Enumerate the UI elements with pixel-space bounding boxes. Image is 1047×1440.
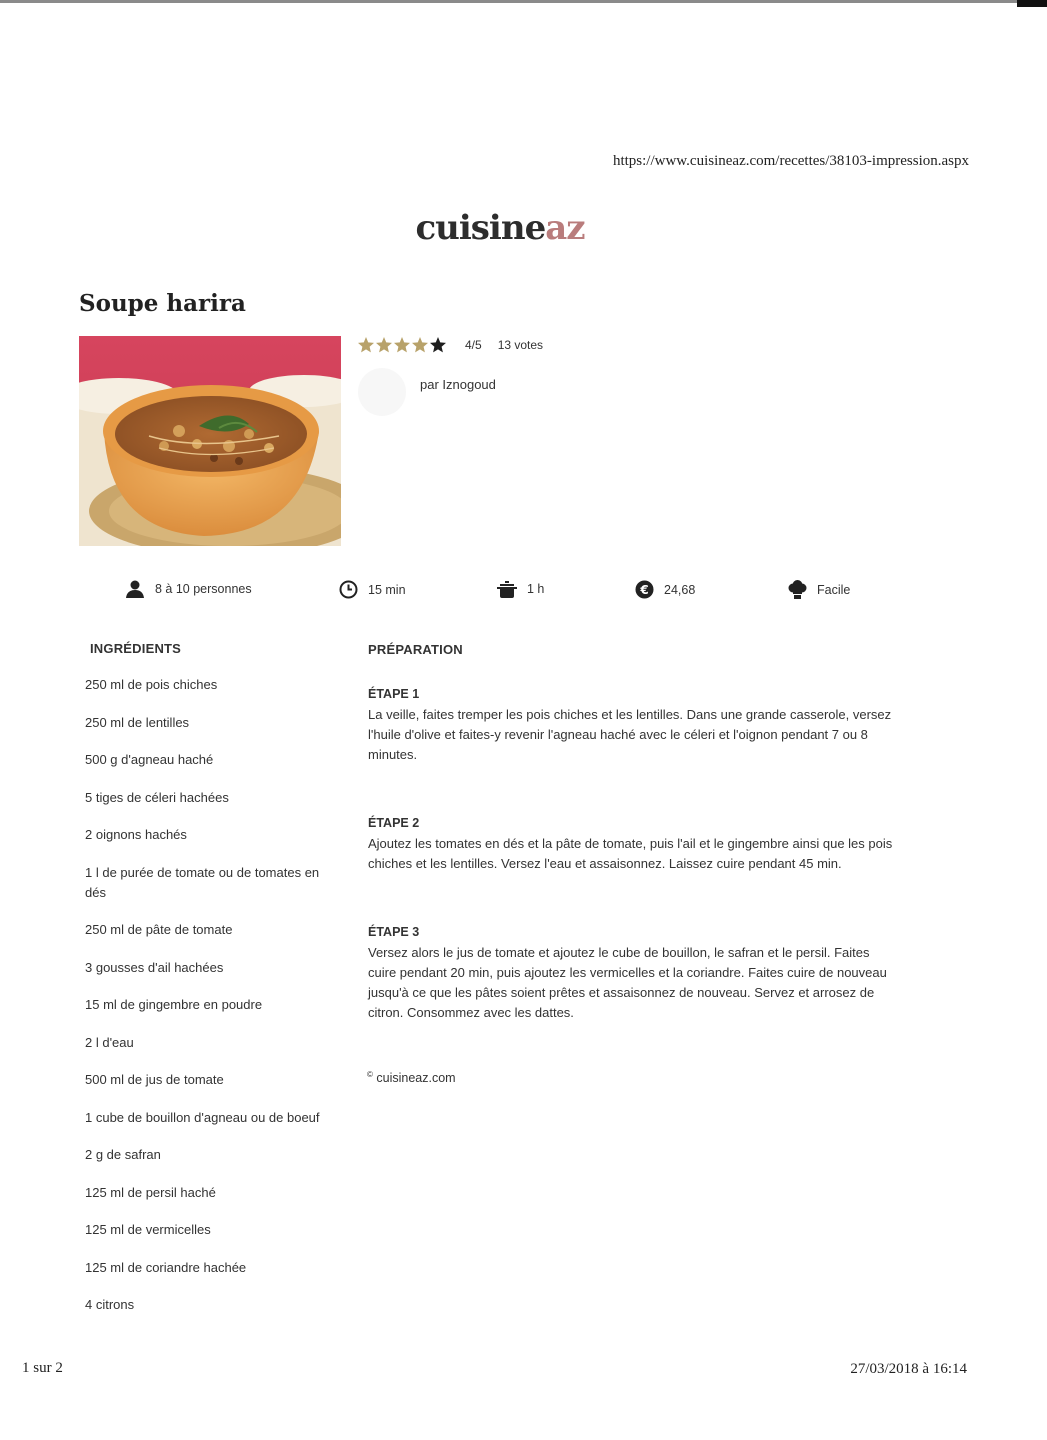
step-2-label: ÉTAPE 2 [368, 816, 420, 830]
ingredient-item: 15 ml de gingembre en poudre [85, 997, 263, 1012]
ingredient-item: 2 l d'eau [85, 1034, 134, 1050]
ingredient-item: 2 oignons hachés [85, 827, 187, 842]
step-1-text: La veille, faites tremper les pois chiches et les lentilles. Dans une grande casserole, versez l'huile d'olive et faites-y revenir l'agneau haché avec le céleri et l'oignon pendant 7 ou 8 minutes. [368, 707, 892, 762]
ingredient-item: 4 citrons [85, 1297, 135, 1312]
author-name: par Iznogoud [420, 377, 496, 392]
cook-time-value: 1 h [527, 582, 545, 596]
recipe-title: Soupe harira [79, 290, 246, 317]
scan-corner-mark [1017, 0, 1047, 7]
difficulty-value: Facile [817, 583, 851, 597]
servings-info [125, 580, 252, 598]
ingredient-item: 2 g de safran [85, 1147, 161, 1162]
ingredient-item: 1 l de purée de tomate ou de tomates en dés [85, 864, 320, 900]
step-2-text: Ajoutez les tomates en dés et la pâte de tomate, puis l'ail et le gingembre ainsi que les pois chiches et les lentilles. Versez l'eau et assaisonnez. Laissez cuire pendant 45 min. [368, 836, 893, 871]
star-icon [375, 336, 393, 354]
copyright [367, 1070, 456, 1085]
star-icon [411, 336, 429, 354]
step-3-text: Versez alors le jus de tomate et ajoutez le cube de bouillon, le safran et le persil. Faites cuire pendant 20 min, puis ajoutez les vermicelles et la coriandre. Faites cuire de nouveau jusqu'à ce que les pâtes soient prêtes et assaisonnez de nouveau. Servez et arrosez de citron. Consommez avec les dattes. [368, 945, 887, 1020]
ingredient-item: 3 gousses d'ail hachées [85, 959, 224, 975]
ingredient-item: 250 ml de pois chiches [85, 677, 218, 692]
prep-time-info [339, 580, 406, 599]
rating-stars [357, 336, 447, 354]
step-3-label: ÉTAPE 3 [368, 925, 420, 939]
print-url[interactable]: https://www.cuisineaz.com/recettes/38103-impression.aspx [612, 153, 969, 169]
euro-icon [635, 580, 654, 599]
star-icon [357, 336, 375, 354]
step-1 [368, 687, 893, 765]
recipe-photo [79, 336, 341, 546]
rating-value: 4/5 [465, 338, 482, 352]
preparation-heading: PRÉPARATION [368, 642, 463, 657]
copyright-text[interactable]: cuisineaz.com [376, 1071, 456, 1086]
ingredient-item: 125 ml de persil haché [85, 1184, 216, 1200]
prep-time-value: 15 min [368, 582, 406, 597]
ingredient-item: 125 ml de coriandre hachée [85, 1259, 247, 1275]
copyright-symbol: © [367, 1070, 373, 1079]
ingredient-item: 125 ml de vermicelles [85, 1222, 211, 1237]
ingredient-item: 250 ml de pâte de tomate [85, 922, 233, 937]
difficulty-info [788, 580, 850, 600]
site-logo[interactable] [0, 208, 1000, 248]
ingredients-heading: INGRÉDIENTS [90, 641, 182, 656]
ingredients-list [85, 675, 330, 1333]
step-2 [368, 816, 893, 874]
ingredient-item: 1 cube de bouillon d'agneau ou de boeuf [85, 1109, 320, 1125]
cost-info [635, 580, 695, 599]
scan-edge-line [0, 0, 1047, 3]
step-3 [368, 925, 893, 1023]
rating [357, 336, 543, 354]
ingredient-item: 500 g d'agneau haché [85, 752, 214, 767]
servings-value: 8 à 10 personnes [155, 582, 252, 596]
chef-hat-icon [788, 580, 807, 600]
ingredient-item: 500 ml de jus de tomate [85, 1072, 224, 1087]
clock-icon [339, 580, 358, 599]
cost-value: 24,68 [664, 582, 696, 597]
cooking-pot-icon [497, 580, 517, 598]
ingredient-item: 5 tiges de céleri hachées [85, 789, 229, 805]
svg-text:€: € [640, 583, 649, 597]
logo-main: cuisine [415, 208, 546, 248]
print-datetime: 27/03/2018 à 16:14 [850, 1361, 967, 1377]
author-avatar [358, 368, 406, 416]
logo-accent: az [545, 208, 585, 248]
rating-votes: 13 votes [497, 338, 544, 352]
cook-time-info [497, 580, 544, 598]
star-icon [393, 336, 411, 354]
user-icon [125, 580, 145, 598]
star-icon [429, 336, 447, 354]
ingredient-item: 250 ml de lentilles [85, 714, 190, 730]
step-1-label: ÉTAPE 1 [368, 687, 420, 701]
page-number: 1 sur 2 [22, 1360, 63, 1376]
